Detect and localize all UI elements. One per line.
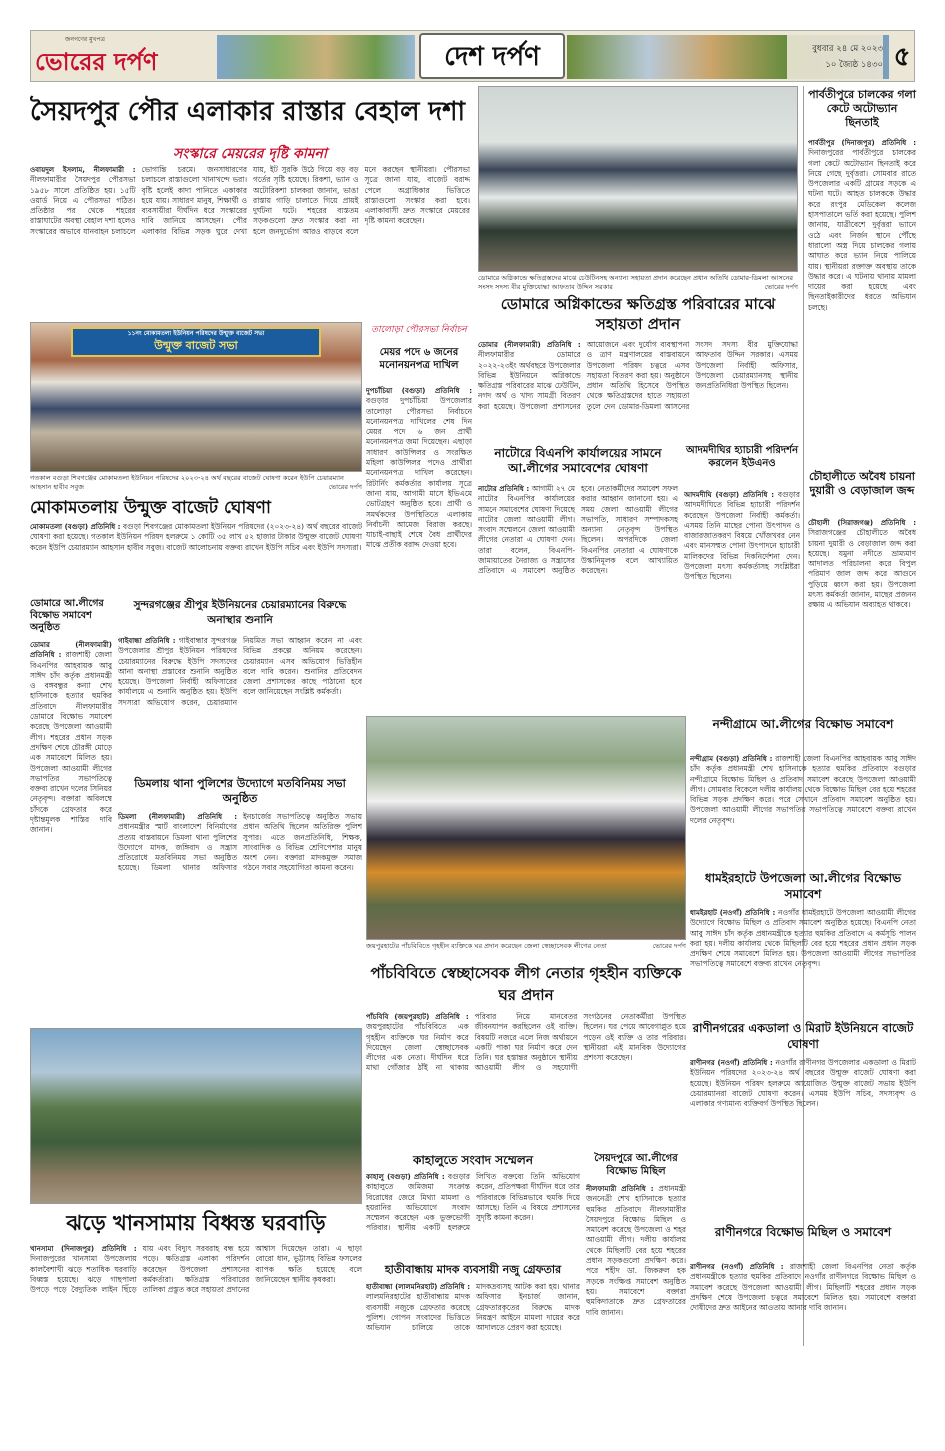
talora-headline: মেয়র পদে ৬ জনের মনোনয়নপত্র দাখিল bbox=[379, 347, 459, 371]
budget-meeting-photo bbox=[30, 322, 362, 472]
fire-body: ডোমার (নীলফামারী) প্রতিনিধি : নীলফামারীর ডোমারে ২০২২-২৩ইং অর্থবছরে উপজেলার বিভিন্ন ইউনিয়নে অগ্নিকান্ডে ক্ষতিগ্রস্ত পরিবারের মাঝে ঢেউটিন, নগদ অর্থ ও খাদ্য সামগ্রী বিতরণ করা হয়েছে। উপজেলা প্রশাসনের আয়োজনে এবং দুর্যোগ ব্যবস্থাপনা ও ত্রাণ মন্ত্রণালয়ের বাস্তবায়নে উপজেলা পরিষদ চত্বরে এসব সহায়তা বিতরণ করা হয়। অনুষ্ঠানে প্রধান অতিথি হিসেবে উপস্থিত থেকে ক্ষতিগ্রস্তদের হাতে সহায়তা তুলে দেন ডোমার-ডিমলা আসনের সংসদ সদস্য বীর মুক্তিযোদ্ধা আফতাব উদ্দিন সরকার। এসময় উপজেলা নির্বাহী অফিসার, উপজেলা চেয়ারম্যানসহ স্থানীয় জনপ্রতিনিধিরা উপস্থিত ছিলেন। bbox=[478, 340, 798, 411]
fire-photo-caption: ডোমারে অগ্নিকান্ডে ক্ষতিগ্রস্তদের মাঝে চেউটিনসহ অন্যান্য সহায়তা প্রদান করেছেন প্রধান অতিথি ডোমার-ডিমলা আসনের সংসদ সদস্য বীর মুক্তিযোদ্ধা আফতাব উদ্দিন সরকার ভোরের দর্পণ bbox=[478, 274, 798, 291]
khansama-byline: খানসামা (দিনাজপুর) প্রতিনিধি : bbox=[30, 1245, 137, 1253]
sreepur-body: গাইবান্ধা প্রতিনিধি : গাইবান্ধার সুন্দরগঞ্জ উপজেলার শ্রীপুর ইউনিয়ন পরিষদের চেয়ারম্যানের বিরুদ্ধে ইউপি সদস্যদের আনা অনাস্থা প্রস্তাবের শুনানি অনুষ্ঠিত হয়েছে। উপজেলা নির্বাহী অফিসারের কার্যালয়ে এ শুনানি অনুষ্ঠিত হয়। ইউপি সদস্যরা অভিযোগ করেন, চেয়ারম্যান নিয়মিত সভা আহ্বান করেন না এবং বিভিন্ন প্রকল্পে অনিয়ম করেছেন। চেয়ারম্যান এসব অভিযোগ ভিত্তিহীন বলে দাবি করেন। শুনানির প্রতিবেদন জেলা প্রশাসকের কাছে পাঠানো হবে বলে জানিয়েছেন সংশ্লিষ্ট কর্মকর্তা। bbox=[118, 636, 362, 707]
page-header bbox=[30, 30, 915, 82]
dhamoirhat-body: ধামইরহাট (নওগাঁ) প্রতিনিধি : নওগাঁর ধামইরহাটে উপজেলা আওয়ামী লীগের উদ্যোগে বিক্ষোভ মিছিল ও প্রতিবাদ সমাবেশ অনুষ্ঠিত হয়েছে। বিএনপি নেতা আবু সাঈদ চাঁদ কর্তৃক প্রধানমন্ত্রীকে হত্যার হুমকির প্রতিবাদে এ কর্মসূচি পালন করা হয়। দলীয় কার্যালয় থেকে মিছিলটি বের হয়ে শহরের প্রধান প্রধান সড়ক প্রদক্ষিণ শেষে সমাবেশে মিলিত হয়। উপজেলা আওয়ামী লীগের সভাপতির সভাপতিত্বে সমাবেশে বক্তব্য রাখেন নেতৃবৃন্দ। bbox=[690, 908, 916, 969]
saidpur-al-byline: নীলফামারী প্রতিনিধি : bbox=[586, 1185, 654, 1193]
chouhali-byline: চৌহালী (সিরাজগঞ্জ) প্রতিনিধি : bbox=[808, 519, 916, 527]
natore-headline: নাটোরে বিএনপি কার্যালয়ের সামনে আ.লীগের সমাবেশের ঘোষণা bbox=[494, 446, 662, 475]
sreepur-headline: সুন্দরগঞ্জের শ্রীপুর ইউনিয়নের চেয়ারম্যানের বিরুদ্ধে অনাস্থার শুনানি bbox=[133, 599, 347, 626]
panchbibi-body: পাঁচবিবি (জয়পুরহাট) প্রতিনিধি : জয়পুরহাটের পাঁচবিবিতে এক গৃহহীন ব্যক্তিকে ঘর নির্মাণ করে দিয়েছেন জেলা স্বেচ্ছাসেবক লীগের এক নেতা। দীর্ঘদিন ধরে মাথা গোঁজার ঠাঁই না থাকায় পরিবার নিয়ে মানবেতর জীবনযাপন করছিলেন ওই ব্যক্তি। বিষয়টি নজরে এলে নিজ অর্থায়নে একটি পাকা ঘর নির্মাণ করে দেন তিনি। ঘর হস্তান্তর অনুষ্ঠানে স্থানীয় আওয়ামী লীগ ও সহযোগী সংগঠনের নেতাকর্মীরা উপস্থিত ছিলেন। ঘর পেয়ে আবেগাপ্লুত হয়ে পড়েন ওই ব্যক্তি ও তার পরিবার। স্থানীয়রা এই মানবিক উদ্যোগের প্রশংসা করেছেন। bbox=[366, 1012, 686, 1073]
nandigram-body: নন্দীগ্রাম (বগুড়া) প্রতিনিধি : রাজশাহী জেলা বিএনপির আহবায়ক আবু সাঈদ চাঁদ কর্তৃক প্রধানমন্ত্রী শেখ হাসিনাকে হত্যার হুমকির প্রতিবাদে বগুড়ার নন্দীগ্রামে বিক্ষোভ মিছিল ও প্রতিবাদ সমাবেশ করেছে উপজেলা আওয়ামী লীগ। সোমবার বিকেলে দলীয় কার্যালয় থেকে বিক্ষোভ মিছিল বের হয়ে শহরের বিভিন্ন সড়ক প্রদক্ষিণ করে। পরে সেখানে প্রতিবাদ সমাবেশ অনুষ্ঠিত হয়। উপজেলা আওয়ামী লীগের সভাপতির সভাপতিত্বে সমাবেশে বক্তব্য রাখেন দলের নেতৃবৃন্দ। bbox=[690, 754, 916, 825]
kahalu-headline: কাহালুতে সংবাদ সম্মেলন bbox=[412, 1153, 534, 1167]
lead-subhead: সংস্কারে মেয়রের দৃষ্টি কামনা bbox=[173, 146, 327, 162]
date-gregorian: বুধবার ২৪ মে ২০২৩ bbox=[812, 44, 883, 54]
parbatipur-body: পার্বতীপুর (দিনাজপুর) প্রতিনিধি : দিনাজপুরের পার্বতীপুরে চালকের গলা কেটে অটোভ্যান ছিনতাই করে নিয়ে গেছে দুর্বৃত্তরা। সোমবার রাতে উপজেলার একটি গ্রামের সড়কে এ ঘটনা ঘটে। আহত চালককে উদ্ধার করে রংপুর মেডিকেল কলেজ হাসপাতালে ভর্তি করা হয়েছে। পুলিশ জানায়, যাত্রীবেশে দুর্বৃত্তরা ভ্যানে ওঠে এবং নির্জন স্থানে পৌঁছে ধারালো অস্ত্র দিয়ে চালকের গলায় আঘাত করে ভ্যান নিয়ে পালিয়ে যায়। স্থানীয়রা রক্তাক্ত অবস্থায় তাকে উদ্ধার করে। এ ঘটনায় থানায় মামলা দায়ের করা হয়েছে এবং ছিনতাইকারীদের ধরতে অভিযান চলছে। bbox=[808, 139, 916, 312]
storm-damage-photo bbox=[30, 1028, 362, 1204]
budget-body: মোকামতলা (বগুড়া) প্রতিনিধি : বগুড়া শিবগঞ্জের মোকামতলা ইউনিয়ন পরিষদের (২০২৩-২৪) অর্থ বছরের বাজেট ঘোষণা করা হয়েছে। গতকাল ইউনিয়ন পরিষদ হলরুমে ১ কোটি ৩৫ লাখ ৫২ হাজার টাকার উন্মুক্ত বাজেট ঘোষণা করেন ইউপি চেয়ারম্যান আহসান হাবীব সবুজ। বাজেট আলোচনায় বক্তব্য রাখেন ইউপি সচিব এবং ইউপি সদস্যরা। bbox=[30, 522, 362, 552]
khansama-body: খানসামা (দিনাজপুর) প্রতিনিধি : দিনাজপুরের খানসামা উপজেলায় কালবৈশাখী ঝড়ে শতাধিক ঘরবাড়ি বিধ্বস্ত হয়েছে। ঝড়ে গাছপালা উপড়ে পড়ে বৈদ্যুতিক লাইন ছিঁড়ে যায় এবং বিদ্যুৎ সরবরাহ বন্ধ হয়ে পড়ে। ক্ষতিগ্রস্ত এলাকা পরিদর্শন করেছেন উপজেলা প্রশাসনের কর্মকর্তারা। ক্ষতিগ্রস্ত পরিবারের তালিকা প্রস্তুত করে সহায়তা প্রদানের আশ্বাস দিয়েছেন তারা। এ ছাড়া বোরো ধান, ভুট্টাসহ বিভিন্ন ফসলের ব্যাপক ক্ষতি হয়েছে বলে জানিয়েছেন স্থানীয় কৃষকরা। bbox=[30, 1244, 362, 1295]
adamdighi-byline: আদমদীঘি (বগুড়া) প্রতিনিধি : bbox=[684, 491, 775, 499]
domar-al-headline: ডোমারে আ.লীগের বিক্ষোভ সমাবেশ অনুষ্ঠিত bbox=[30, 598, 104, 633]
header-photo-strip-left bbox=[217, 35, 415, 79]
lead-headline: সৈয়দপুর পৌর এলাকার রাস্তার বেহাল দশা bbox=[30, 97, 466, 127]
dimla-byline: ডিমলা (নীলফামারী) প্রতিনিধি : bbox=[118, 813, 237, 821]
domar-al-body: ডোমার (নীলফামারী) প্রতিনিধি : রাজশাহী জেলা বিএনপির আহবায়ক আবু সাঈদ চাঁদ কর্তৃক প্রধানমন্ত্রী ও বঙ্গবন্ধুর কন্যা শেখ হাসিনাকে হত্যার হুমকির প্রতিবাদে নীলফামারীর ডোমারে বিক্ষোভ সমাবেশ করেছে উপজেলা আওয়ামী লীগ। শহরের প্রধান সড়ক প্রদক্ষিণ শেষে চৌরঙ্গী মোড়ে এক সমাবেশে মিলিত হয়। উপজেলা আওয়ামী লীগের সভাপতির সভাপতিত্বে বক্তব্য রাখেন দলের সিনিয়র নেতৃবৃন্দ। বক্তারা অবিলম্বে চাঁদকে গ্রেফতার করে দৃষ্টান্তমূলক শাস্তির দাবি জানান। bbox=[30, 641, 112, 835]
fire-headline: ডোমারে অগ্নিকান্ডের ক্ষতিগ্রস্ত পরিবারের মাঝে সহায়তা প্রদান bbox=[500, 295, 776, 333]
dhamoirhat-headline: ধামইরহাটে উপজেলা আ.লীগের বিক্ষোভ সমাবেশ bbox=[704, 871, 902, 901]
masthead-logo: ভোরের দর্পণ bbox=[35, 47, 158, 76]
raninagar-budget-byline: রাণীনগর (নওগাঁ) প্রতিনিধি : bbox=[690, 1059, 773, 1067]
issue-date bbox=[787, 33, 883, 79]
panchbibi-byline: পাঁচবিবি (জয়পুরহাট) প্রতিনিধি : bbox=[366, 1013, 469, 1021]
raninagar-budget-headline: রাণীনগরের একডালা ও মিরাট ইউনিয়নে বাজেট ঘোষণা bbox=[692, 1021, 914, 1051]
panchbibi-headline: পাঁচবিবিতে স্বেচ্ছাসেবক লীগ নেতার গৃহহীন ব্যক্তিকে ঘর প্রদান bbox=[370, 964, 682, 1004]
date-bengali: ১০ জ্যৈষ্ঠ ১৪৩০ bbox=[825, 60, 883, 70]
fire-relief-photo bbox=[478, 86, 798, 272]
chouhali-body: চৌহালী (সিরাজগঞ্জ) প্রতিনিধি : সিরাজগঞ্জের চৌহালীতে অবৈধ চায়না দুয়ারী ও বেড়াজাল জব্দ করা হয়েছে। যমুনা নদীতে ভ্রাম্যমাণ আদালত পরিচালনা করে বিপুল পরিমাণ জাল জব্দ করে আগুনে পুড়িয়ে ধ্বংস করা হয়। উপজেলা মৎস্য কর্মকর্তা জানান, মাছের প্রজনন রক্ষায় এ অভিযান অব্যাহত থাকবে। bbox=[808, 519, 916, 610]
saidpur-al-headline: সৈয়দপুরে আ.লীগের বিক্ষোভ মিছিল bbox=[594, 1153, 678, 1177]
dimla-headline: ডিমলায় থানা পুলিশের উদ্যোগে মতবিনিময় সভা অনুষ্ঠিত bbox=[134, 777, 346, 805]
budget-byline: মোকামতলা (বগুড়া) প্রতিনিধি : bbox=[30, 523, 121, 531]
budget-banner: ১১নং মোকামতলা ইউনিয়ন পরিষদের উন্মুক্ত বাজেট সভা উন্মুক্ত বাজেট সভা bbox=[71, 327, 321, 357]
budget-headline: মোকামতলায় উন্মুক্ত বাজেট ঘোষণা bbox=[30, 498, 271, 518]
masthead bbox=[35, 34, 215, 78]
natore-byline: নাটোর প্রতিনিধি : bbox=[478, 485, 530, 493]
raninagar-rally-body: রাণীনগর (নওগাঁ) প্রতিনিধি : রাজশাহী জেলা বিএনপির নেতা কর্তৃক প্রধানমন্ত্রীকে হত্যার হুমকির প্রতিবাদে নওগাঁর রাণীনগরে বিক্ষোভ মিছিল ও সমাবেশ করেছে উপজেলা আওয়ামী লীগ। মিছিলটি শহরের প্রধান সড়ক প্রদক্ষিণ শেষে উপজেলা চত্বরে সমাবেশে মিলিত হয়। সমাবেশে বক্তারা দোষীদের দ্রুত আইনের আওতায় আনার দাবি জানান। bbox=[690, 1262, 916, 1313]
hatibandha-byline: হাতীবান্ধা (লালমনিরহাট) প্রতিনিধি : bbox=[366, 1283, 470, 1291]
talora-kicker: তালোড়া পৌরসভা নির্বাচন bbox=[371, 325, 467, 335]
lead-byline: ওবায়দুল ইসলাম, নীলফামারী : bbox=[30, 166, 136, 174]
talora-byline: দুপচাঁচিয়া (বগুড়া) প্রতিনিধি : bbox=[366, 387, 472, 395]
nandigram-headline: নন্দীগ্রামে আ.লীগের বিক্ষোভ সমাবেশ bbox=[712, 717, 894, 731]
lead-text: নীলফামারীর সৈয়দপুর পৌরসভা ১৯৫৮ সালে প্রতিষ্ঠিত হয়। ১৫টি ওয়ার্ড নিয়ে এ পৌরসভা গঠিত। প্রতিষ্ঠার পর থেকে শহরের রাস্তাঘাটের অবস্থা বেহাল দশা হলেও সংস্কারের অভাবে যানবাহন চলাচলে ভোগান্তি চরমে। জনসাধারণের চলাচলে রাস্তাগুলো খানাখন্দে ভরা। বৃষ্টি হলেই কাদা পানিতে একাকার হয়ে যায়। সাধারণ মানুষ, শিক্ষার্থী ও ব্যবসায়ীরা দীর্ঘদিন ধরে সংস্কারের দাবি জানিয়ে আসছেন। পৌর এলাকার বিভিন্ন সড়ক ঘুরে দেখা যায়, ইট সুরকি উঠে গিয়ে বড় বড় গর্তের সৃষ্টি হয়েছে। রিকশা, ভ্যান ও অটোরিকশা চালকরা জানান, ভাঙা রাস্তায় গাড়ি চালাতে গিয়ে প্রায়ই দুর্ঘটনা ঘটে। শহরের ব্যস্ততম সড়কগুলো দ্রুত সংস্কার করা না হলে জনদুর্ভোগ আরও বাড়বে বলে মনে করছেন স্থানীয়রা। পৌরসভা সূত্রে জানা যায়, বাজেট বরাদ্দ পেলে অগ্রাধিকার ভিত্তিতে রাস্তাগুলো সংস্কার করা হবে। এলাকাবাসী দ্রুত সংস্কারে মেয়রের দৃষ্টি কামনা করেছেন। bbox=[30, 165, 470, 236]
raninagar-rally-headline: রাণীনগরে বিক্ষোভ মিছিল ও সমাবেশ bbox=[714, 1225, 892, 1239]
raninagar-budget-body: রাণীনগর (নওগাঁ) প্রতিনিধি : নওগাঁর রাণীনগর উপজেলার একডালা ও মিরাট ইউনিয়ন পরিষদের ২০২৩-২৪ অর্থ বছরের উন্মুক্ত বাজেট ঘোষণা করা হয়েছে। ইউনিয়ন পরিষদ হলরুমে আয়োজিত উন্মুক্ত বাজেট সভায় ইউপি চেয়ারম্যানরা বাজেট ঘোষণা করেন। এসময় ইউপি সচিব, সদস্যবৃন্দ ও এলাকার গণ্যমান্য ব্যক্তিবর্গ উপস্থিত ছিলেন। bbox=[690, 1058, 916, 1109]
section-title: দেশ দর্পণ bbox=[419, 33, 565, 79]
parbatipur-headline: পার্বতীপুরে চালকের গলা কেটে অটোভ্যান ছিনতাই bbox=[808, 88, 916, 129]
fire-photo-credit: ভোরের দর্পণ bbox=[764, 282, 798, 291]
khansama-headline: ঝড়ে খানসামায় বিধ্বস্ত ঘরবাড়ি bbox=[66, 1210, 326, 1235]
adamdighi-headline: আদমদীঘির হ্যাচারী পরিদর্শন করলেন ইউএনও bbox=[685, 445, 799, 469]
adamdighi-body: আদমদীঘি (বগুড়া) প্রতিনিধি : বগুড়ার আদমদীঘিতে বিভিন্ন হ্যাচারী পরিদর্শন করেছেন উপজেলা নির্বাহী কর্মকর্তা। এসময় তিনি মাছের পোনা উৎপাদন ও বাজারজাতকরণ বিষয়ে খোঁজখবর নেন এবং মানসম্মত পোনা উৎপাদনে হ্যাচারী মালিকদের বিভিন্ন দিকনির্দেশনা দেন। উপজেলা মৎস্য কর্মকর্তাসহ সংশ্লিষ্টরা উপস্থিত ছিলেন। bbox=[684, 490, 800, 582]
masthead-tagline: জনগণের মুখপত্র bbox=[65, 36, 105, 43]
dimla-body: ডিমলা (নীলফামারী) প্রতিনিধি : প্রধানমন্ত্রীর স্মার্ট বাংলাদেশ বিনির্মাণের প্রত্যয় বাস্তবায়নে ডিমলা থানা পুলিশের উদ্যোগে মাদক, জঙ্গিবাদ ও সন্ত্রাস প্রতিরোধে মতবিনিময় সভা অনুষ্ঠিত হয়েছে। ডিমলা থানার অফিসার ইনচার্জের সভাপতিত্বে অনুষ্ঠিত সভায় প্রধান অতিথি ছিলেন অতিরিক্ত পুলিশ সুপার। এতে জনপ্রতিনিধি, শিক্ষক, সাংবাদিক ও বিভিন্ন শ্রেণিপেশার মানুষ অংশ নেন। বক্তারা মাদকমুক্ত সমাজ গঠনে সবার সহযোগিতা কামনা করেন। bbox=[118, 812, 362, 873]
domar-al-byline: ডোমার (নীলফামারী) প্রতিনিধি : bbox=[30, 641, 112, 660]
hatibandha-headline: হাতীবান্ধায় মাদক ব্যবসায়ী নজু গ্রেফতার bbox=[384, 1263, 562, 1276]
lead-body bbox=[30, 165, 470, 317]
budget-photo-caption: গতকাল বগুড়া শিবগঞ্জের মোকামতলা ইউনিয়ন পরিষদের ২০২৩-২৪ অর্থ বছরের বাজেট ঘোষণা করেন ইউপি চেয়ারম্যান আহসান হাবীব সবুজ ভোরের দর্পণ bbox=[30, 474, 362, 491]
panchbibi-photo-caption: জয়পুরহাটের পাঁচবিবিতে গৃহহীন ব্যক্তিকে ঘর প্রদান করেছেন জেলা স্বেচ্ছাসেবক লীগের নেতা ভোরের দর্পণ bbox=[366, 942, 686, 950]
page-number: ৫ bbox=[893, 42, 911, 72]
hatibandha-body: হাতীবান্ধা (লালমনিরহাট) প্রতিনিধি : লালমনিরহাটের হাতীবান্ধায় মাদক ব্যবসায়ী নজুকে গ্রেফতার করেছে পুলিশ। গোপন সংবাদের ভিত্তিতে অভিযান চালিয়ে তাকে মাদকদ্রব্যসহ আটক করা হয়। থানার অফিসার ইনচার্জ জানান, গ্রেফতারকৃতের বিরুদ্ধে মাদক নিয়ন্ত্রণ আইনে মামলা দায়ের করে আদালতে প্রেরণ করা হয়েছে। bbox=[366, 1282, 580, 1333]
nandigram-byline: নন্দীগ্রাম (বগুড়া) প্রতিনিধি : bbox=[690, 755, 773, 763]
dhamoirhat-byline: ধামইরহাট (নওগাঁ) প্রতিনিধি : bbox=[690, 909, 776, 917]
raninagar-rally-byline: রাণীনগর (নওগাঁ) প্রতিনিধি : bbox=[690, 1263, 784, 1271]
panchbibi-photo bbox=[366, 716, 686, 940]
natore-body: নাটোর প্রতিনিধি : আগামী ২৭ মে নাটোর বিএনপির কার্যালয়ের সামনে সমাবেশের ঘোষণা দিয়েছে নাটোর জেলা আওয়ামী লীগ। সংবাদ সম্মেলনে জেলা আওয়ামী লীগের নেতারা এ ঘোষণা দেন। তারা বলেন, বিএনপি-জামায়াতের নৈরাজ্য ও সন্ত্রাসের প্রতিবাদে এ সমাবেশ অনুষ্ঠিত হবে। নেতাকর্মীদের সমাবেশ সফল করার আহ্বান জানানো হয়। এ সময় জেলা আওয়ামী লীগের সভাপতি, সাধারণ সম্পাদকসহ অন্যান্য নেতৃবৃন্দ উপস্থিত ছিলেন। অপরদিকে জেলা বিএনপির নেতারা এ ঘোষণাকে উস্কানিমূলক বলে আখ্যায়িত করেছেন। bbox=[478, 484, 678, 576]
parbatipur-byline: পার্বতীপুর (দিনাজপুর) প্রতিনিধি : bbox=[808, 139, 916, 147]
kahalu-byline: কাহালু (বগুড়া) প্রতিনিধি : bbox=[366, 1173, 445, 1181]
fire-byline: ডোমার (নীলফামারী) প্রতিনিধি : bbox=[478, 341, 581, 349]
chouhali-headline: চৌহালীতে অবৈধ চায়না দুয়ারী ও বেড়াজাল জব্দ bbox=[809, 470, 915, 497]
sreepur-byline: গাইবান্ধা প্রতিনিধি : bbox=[118, 637, 176, 645]
saidpur-al-body: নীলফামারী প্রতিনিধি : প্রধানমন্ত্রী জননেত্রী শেখ হাসিনাকে হত্যার হুমকির প্রতিবাদে নীলফামারীর সৈয়দপুরে বিক্ষোভ মিছিল ও সমাবেশ করেছে উপজেলা ও শহর আওয়ামী লীগ। দলীয় কার্যালয় থেকে মিছিলটি বের হয়ে শহরের প্রধান সড়কগুলো প্রদক্ষিণ করে। পরে শহীদ ডা. জিকরুল হক সড়কে সংক্ষিপ্ত সমাবেশ অনুষ্ঠিত হয়। সমাবেশে বক্তারা হুমকিদাতাকে দ্রুত গ্রেফতারের দাবি জানান। bbox=[586, 1184, 686, 1317]
talora-body: দুপচাঁচিয়া (বগুড়া) প্রতিনিধি : বগুড়ার দুপচাঁচিয়া উপজেলার তালোড়া পৌরসভা নির্বাচনে মনোনয়নপত্র দাখিলের শেষ দিন মেয়র পদে ৬ জন প্রার্থী মনোনয়নপত্র জমা দিয়েছেন। এছাড়া সাধারণ কাউন্সিলর ও সংরক্ষিত মহিলা কাউন্সিলর পদেও প্রার্থীরা মনোনয়নপত্র দাখিল করেছেন। রিটার্নিং কর্মকর্তার কার্যালয় সূত্রে জানা যায়, আগামী মাসে ইভিএমে ভোটগ্রহণ অনুষ্ঠিত হবে। প্রার্থী ও সমর্থকদের উপস্থিতিতে এলাকায় নির্বাচনী আমেজ বিরাজ করছে। যাচাই-বাছাই শেষে বৈধ প্রার্থীদের মাঝে প্রতীক বরাদ্দ দেওয়া হবে। bbox=[366, 387, 472, 550]
kahalu-body: কাহালু (বগুড়া) প্রতিনিধি : বগুড়ার কাহালুতে জমিজমা সংক্রান্ত বিরোধের জেরে মিথ্যা মামলা ও হয়রানির অভিযোগে সংবাদ সম্মেলন করেছেন এক ভুক্তভোগী পরিবার। স্থানীয় একটি হলরুমে লিখিত বক্তব্যে তিনি অভিযোগ করেন, প্রতিপক্ষরা দীর্ঘদিন ধরে তার পরিবারকে বিভিন্নভাবে হুমকি দিয়ে আসছে। তিনি এ বিষয়ে প্রশাসনের সুদৃষ্টি কামনা করেন। bbox=[366, 1172, 580, 1233]
